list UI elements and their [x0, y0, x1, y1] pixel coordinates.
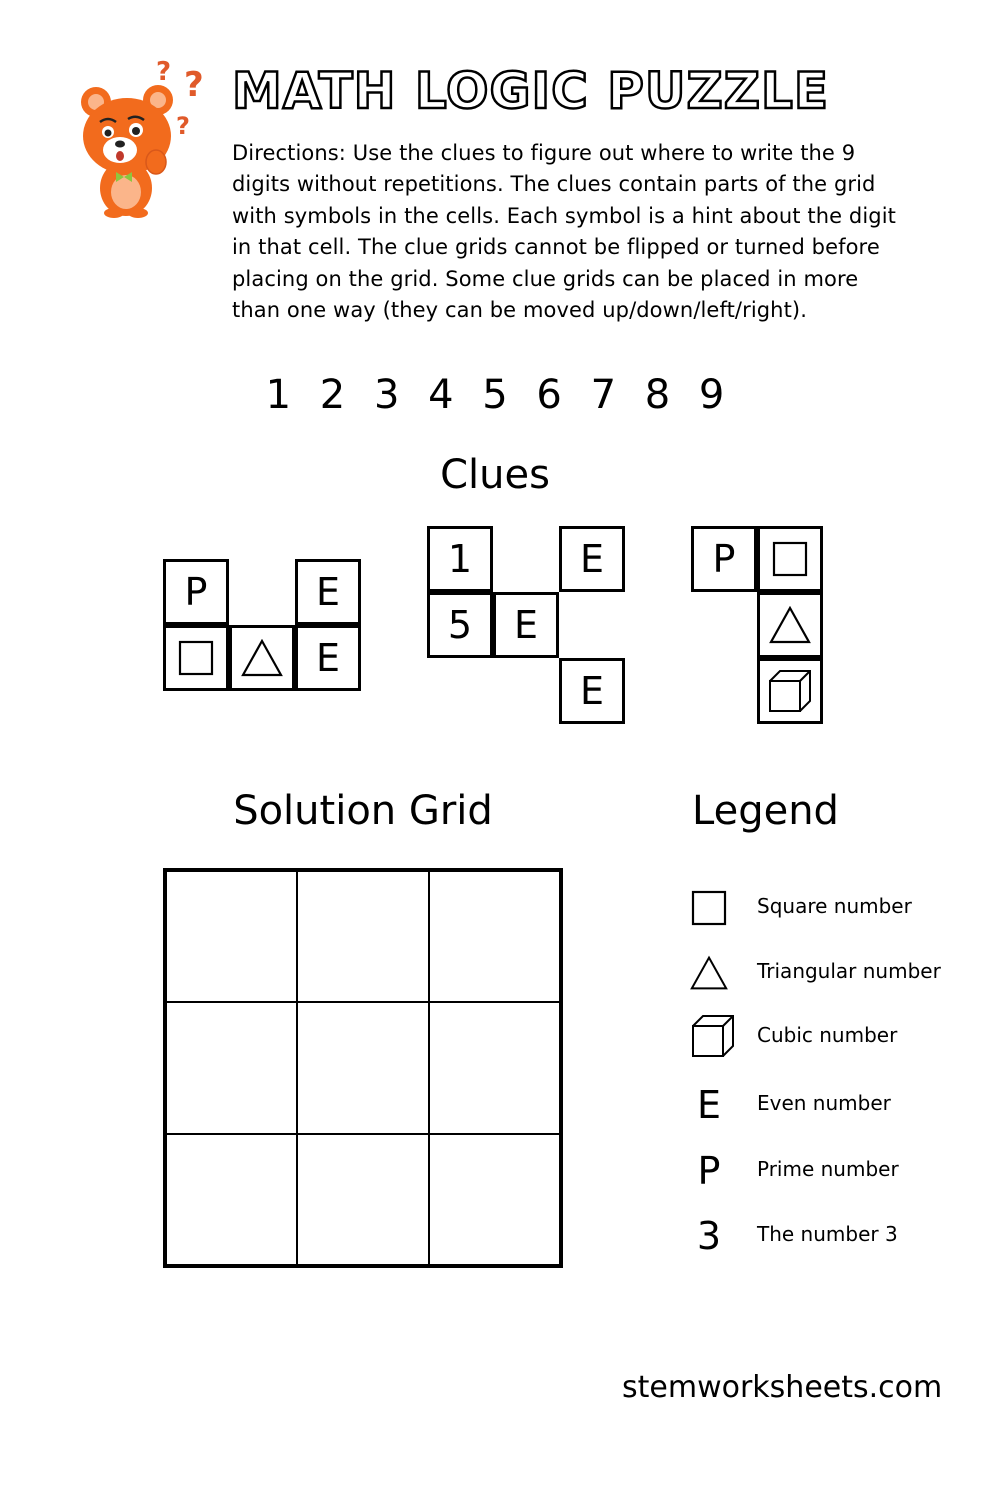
solution-heading: Solution Grid: [233, 788, 493, 834]
digit-list: 1 2 3 4 5 6 7 8 9: [265, 372, 725, 418]
clue2-cell-even-middle: [493, 592, 559, 658]
clue1-cell-triangle: [229, 625, 295, 691]
svg-text:?: ?: [176, 112, 190, 140]
triangle-icon: [241, 639, 283, 677]
legend-item-square: [690, 888, 980, 928]
solution-cell[interactable]: [297, 1002, 428, 1133]
clue1-cell-even-bottom: [295, 625, 361, 691]
legend-label: Triangular number: [757, 959, 941, 983]
clue2-cell-one: [427, 526, 493, 592]
clue-grid-3: [691, 526, 826, 727]
solution-cell[interactable]: [166, 1002, 297, 1133]
solution-cell[interactable]: [297, 1134, 428, 1265]
solution-cell[interactable]: [429, 871, 560, 1002]
even-symbol: E: [579, 669, 604, 713]
legend-item-even: [690, 1085, 980, 1125]
number-three-symbol: 3: [696, 1214, 722, 1258]
clue2-cell-even-top: [559, 526, 625, 592]
legend-item-prime: [690, 1151, 980, 1191]
page-title: MATH LOGIC PUZZLE: [232, 62, 830, 120]
digit-symbol: 1: [447, 537, 473, 581]
even-symbol: E: [513, 603, 538, 647]
bear-thinking-icon: [76, 58, 216, 218]
cube-icon: [690, 1013, 736, 1059]
legend-label: Cubic number: [757, 1023, 898, 1047]
even-symbol: E: [315, 570, 340, 614]
solution-cell[interactable]: [429, 1002, 560, 1133]
clue1-cell-even-top: [295, 559, 361, 625]
even-symbol: E: [696, 1083, 721, 1127]
triangle-icon: [769, 606, 811, 644]
legend-heading: Legend: [692, 788, 839, 834]
svg-text:?: ?: [156, 58, 172, 87]
prime-symbol: P: [712, 537, 736, 581]
legend-label: Square number: [757, 894, 912, 918]
legend-item-triangle: [690, 953, 980, 993]
clues-heading: Clues: [440, 452, 550, 498]
svg-text:?: ?: [184, 65, 204, 105]
clue2-cell-even-bottom: [559, 658, 625, 724]
footer-site: stemworksheets.com: [622, 1370, 943, 1405]
even-symbol: E: [315, 636, 340, 680]
legend-item-three: [690, 1216, 980, 1256]
solution-cell[interactable]: [166, 871, 297, 1002]
legend-label: Prime number: [757, 1157, 899, 1181]
directions-text: Directions: Use the clues to figure out where to write the 9 digits without repetitions. The clues contain parts of the grid with symbols in the cells. Each symbol is a hint about the digit in that cell. The clue grids cannot be flipped or turned before placing on the grid. Some clue grids can be placed in more than one way (they can be moved up/down/left/right).: [232, 141, 896, 323]
clue1-cell-square: [163, 625, 229, 691]
clue3-cell-cube: [757, 658, 823, 724]
clue1-cell-prime: [163, 559, 229, 625]
cube-icon: [767, 668, 813, 714]
prime-symbol: P: [697, 1149, 721, 1193]
solution-cell[interactable]: [166, 1134, 297, 1265]
solution-cell[interactable]: [429, 1134, 560, 1265]
solution-grid: [163, 868, 563, 1268]
clue3-cell-triangle: [757, 592, 823, 658]
clue-grid-1: [163, 559, 364, 694]
legend-item-cube: [690, 1017, 980, 1057]
clue3-cell-square: [757, 526, 823, 592]
solution-cell[interactable]: [297, 871, 428, 1002]
digit-symbol: 5: [447, 603, 473, 647]
square-icon: [690, 888, 728, 928]
even-symbol: E: [579, 537, 604, 581]
clue2-cell-five: [427, 592, 493, 658]
triangle-icon: [690, 953, 728, 993]
square-icon: [772, 541, 808, 577]
square-icon: [178, 640, 214, 676]
legend-label: Even number: [757, 1091, 891, 1115]
prime-symbol: P: [184, 570, 208, 614]
clue3-cell-prime: [691, 526, 757, 592]
legend-label: The number 3: [757, 1222, 898, 1246]
clue-grid-2: [427, 526, 628, 727]
